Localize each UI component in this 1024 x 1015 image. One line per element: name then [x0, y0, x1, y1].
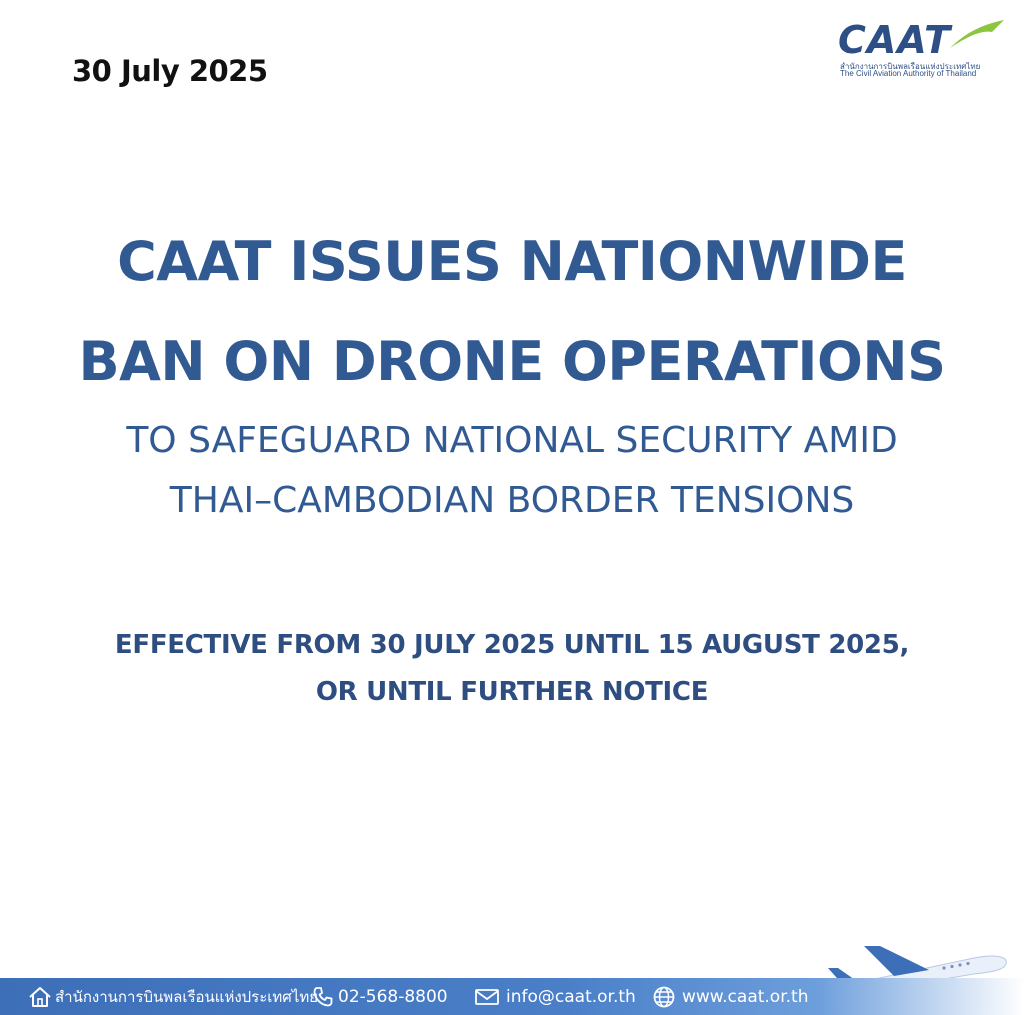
home-icon: [28, 986, 52, 1008]
subheadline-line-1: TO SAFEGUARD NATIONAL SECURITY AMID: [126, 420, 898, 461]
effective-period-line-1: EFFECTIVE FROM 30 JULY 2025 UNTIL 15 AUGUST 2025,: [114, 630, 910, 660]
footer-website[interactable]: [652, 978, 808, 1015]
footer-email[interactable]: [474, 978, 636, 1015]
footer-email-address: info@caat.or.th: [506, 986, 636, 1007]
post-date: 30 July 2025: [72, 54, 268, 88]
footer-organization-name: สำนักงานการบินพลเรือนแห่งประเทศไทย: [55, 987, 319, 1006]
logo-swoosh-icon: [948, 18, 1006, 52]
globe-icon: [652, 985, 676, 1009]
footer-website-url: www.caat.or.th: [682, 986, 809, 1007]
footer-phone[interactable]: [312, 978, 448, 1015]
mail-icon: [474, 987, 500, 1007]
footer-contact-bar: [0, 978, 1024, 1015]
caat-logo: [836, 18, 1006, 80]
logo-wordmark: CAAT: [838, 18, 951, 62]
footer-organization: [28, 978, 318, 1015]
subheadline-line-2: THAI–CAMBODIAN BORDER TENSIONS: [169, 480, 855, 521]
logo-thai-name: สำนักงานการบินพลเรือนแห่งประเทศไทย: [840, 62, 981, 71]
headline-line-2: BAN ON DRONE OPERATIONS: [78, 330, 946, 393]
effective-period-line-2: OR UNTIL FURTHER NOTICE: [315, 677, 709, 707]
footer-phone-number: 02-568-8800: [338, 986, 448, 1007]
logo-english-name: The Civil Aviation Authority of Thailand: [840, 69, 977, 78]
headline-line-1: CAAT ISSUES NATIONWIDE: [117, 230, 907, 293]
phone-icon: [312, 986, 334, 1008]
